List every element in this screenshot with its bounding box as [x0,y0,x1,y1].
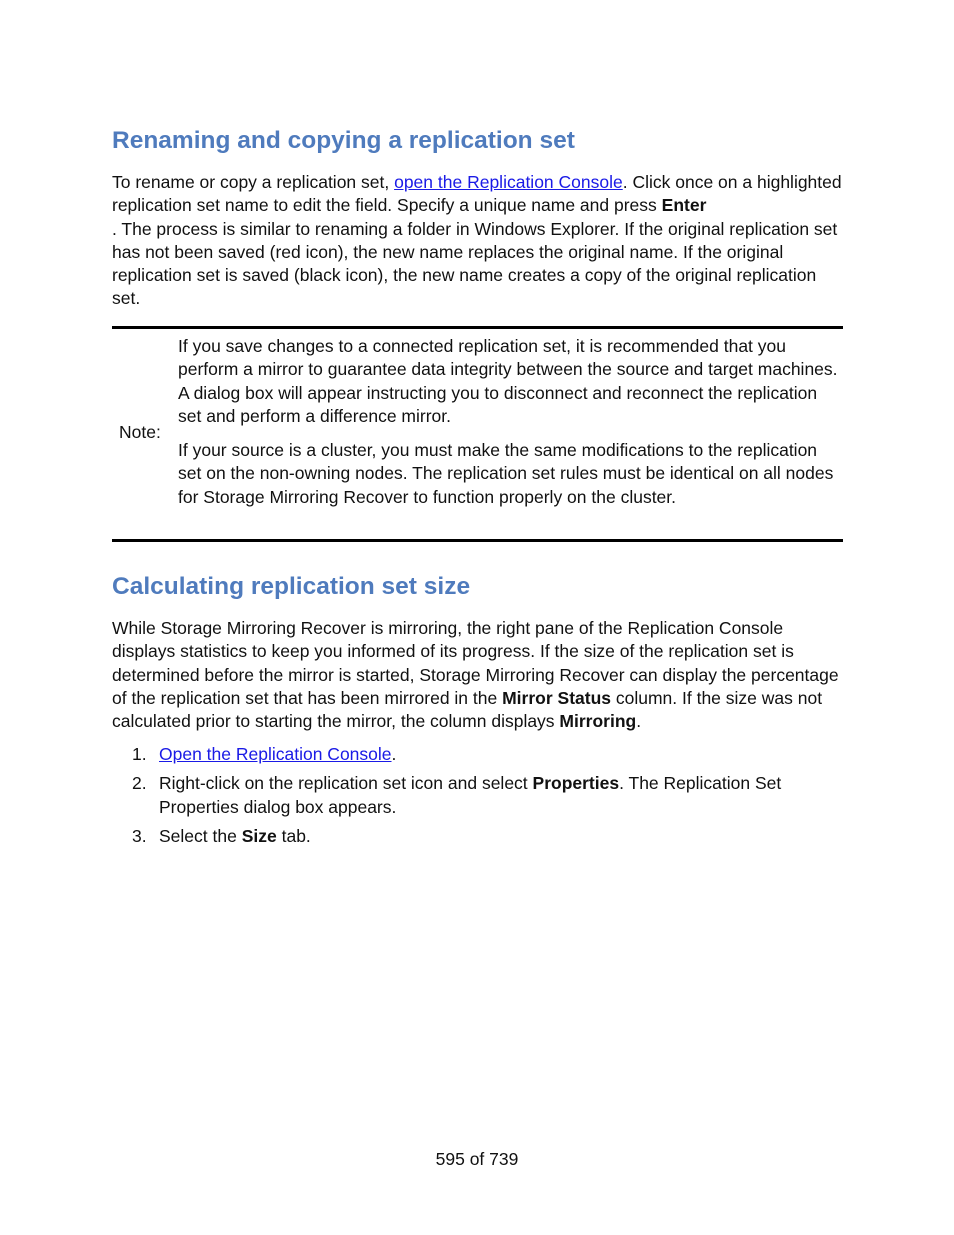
note-paragraph-1: If you save changes to a connected replication set, it is recommended that you perform a mirror to guarantee data integrity between the source and target machines. A dialog box will appear instructing you to disconnect and reconnect the replication set and perform a difference mirror. [178,336,838,426]
section-heading-renaming: Renaming and copying a replication set [112,127,575,154]
enter-key-text: Enter [661,195,707,216]
list-item: 1. Open the Replication Console. [132,744,397,764]
open-replication-console-link[interactable]: open the Replication Console [394,172,623,192]
list-item: 3. Select the Size tab. [132,825,311,846]
calculating-paragraph: While Storage Mirroring Recover is mirroring, the right pane of the Replication Console displays statistics to keep you informed of its progress. If the size of the replication set is determined before the mirror is started, Storage Mirroring Recover can display the percentage of the replication set that has been mirrored in the Mirror Status column. If the size was not calculated prior to starting the mirror, the column displays Mirroring. [112,618,839,732]
renaming-paragraph: To rename or copy a replication set, open the Replication Console. Click once on a highlighted replication set name to edit the field. Specify a unique name and press Enter . The process is similar to renaming a folder in Windows Explorer. If the original replication set has not been saved (red icon), the new name replaces the original name. If the original replication set is saved (black icon), the new name creates a copy of the original replication set. [112,172,842,309]
note-paragraph-2: If your source is a cluster, you must make the same modifications to the replication set on the non-owning nodes. The replication set rules must be identical on all nodes for Storage Mirroring Recover to function properly on the cluster. [178,440,834,507]
open-replication-console-step-link[interactable]: Open the Replication Console [159,744,392,764]
steps-list [112,743,843,854]
section-heading-calculating: Calculating replication set size [112,573,471,600]
list-item: 2. Right-click on the replication set icon and select Properties. The Replication Set Properties dialog box appears. [132,773,782,817]
size-tab-text: Size [241,825,277,846]
mirror-status-text: Mirror Status [502,687,611,708]
mirroring-text: Mirroring [559,711,637,732]
note-label: Note: [119,422,161,442]
page-number: 595 of 739 [435,1149,519,1169]
note-top-rule [112,326,843,329]
note-bottom-rule [112,539,843,542]
properties-text: Properties [532,773,620,794]
